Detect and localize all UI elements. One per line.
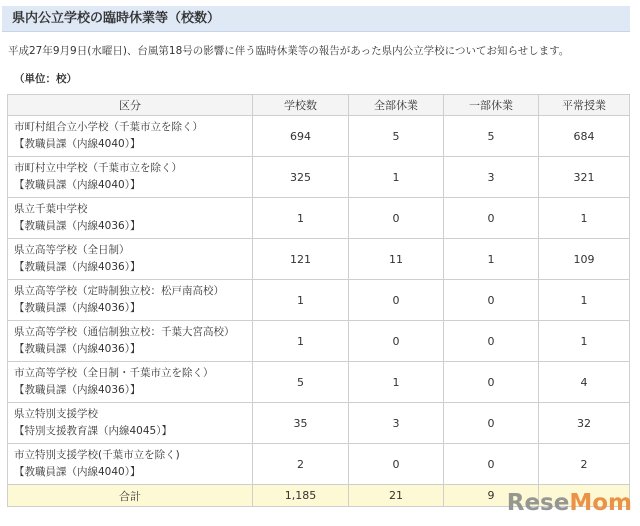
row-category xyxy=(8,239,253,280)
category-department: 【教職員課（内線4036）】 xyxy=(14,302,141,314)
cell-school-count: 1 xyxy=(253,280,349,321)
header-school-count: 学校数 xyxy=(253,95,349,116)
total-partial-closure: 9 xyxy=(444,485,539,507)
cell-full-closure: 0 xyxy=(349,280,444,321)
category-department: 【特別支援教育課（内線4045）】 xyxy=(14,425,172,437)
cell-school-count: 694 xyxy=(253,116,349,157)
cell-partial-closure: 0 xyxy=(444,321,539,362)
header-normal-classes: 平常授業 xyxy=(539,95,630,116)
table-row xyxy=(8,403,630,444)
cell-normal-classes: 1 xyxy=(539,198,630,239)
cell-partial-closure: 5 xyxy=(444,116,539,157)
cell-full-closure: 11 xyxy=(349,239,444,280)
cell-school-count: 121 xyxy=(253,239,349,280)
row-category xyxy=(8,321,253,362)
cell-normal-classes: 1 xyxy=(539,321,630,362)
table-row xyxy=(8,239,630,280)
header-category: 区分 xyxy=(8,95,253,116)
cell-full-closure: 0 xyxy=(349,444,444,485)
cell-full-closure: 5 xyxy=(349,116,444,157)
cell-normal-classes: 4 xyxy=(539,362,630,403)
row-category xyxy=(8,444,253,485)
category-name: 市町村組合立小学校（千葉市立を除く） xyxy=(14,121,203,133)
cell-full-closure: 1 xyxy=(349,157,444,198)
table-row xyxy=(8,321,630,362)
table-row xyxy=(8,198,630,239)
table-row xyxy=(8,280,630,321)
category-department: 【教職員課（内線4036）】 xyxy=(14,384,141,396)
category-name: 市町村立中学校（千葉市立を除く） xyxy=(14,162,182,174)
category-department: 【教職員課（内線4040）】 xyxy=(14,138,141,150)
row-category xyxy=(8,198,253,239)
logo-text-accent: Mom xyxy=(569,490,632,516)
category-name: 県立高等学校（定時制独立校：松戸南高校） xyxy=(14,285,224,297)
header-full-closure: 全部休業 xyxy=(349,95,444,116)
cell-school-count: 35 xyxy=(253,403,349,444)
logo-text-main: Rese xyxy=(506,490,570,516)
cell-full-closure: 0 xyxy=(349,321,444,362)
cell-school-count: 325 xyxy=(253,157,349,198)
table-row xyxy=(8,362,630,403)
category-department: 【教職員課（内線4036）】 xyxy=(14,261,141,273)
category-name: 市立特別支援学校(千葉市立を除く) xyxy=(14,449,180,461)
category-name: 市立高等学校（全日制・千葉市立を除く） xyxy=(14,367,214,379)
cell-partial-closure: 0 xyxy=(444,198,539,239)
category-department: 【教職員課（内線4040）】 xyxy=(14,466,141,478)
cell-school-count: 1 xyxy=(253,321,349,362)
resemom-logo xyxy=(507,490,632,516)
intro-text: 平成27年9月9日(水曜日)、台風第18号の影響に伴う臨時休業等の報告があった県内公立学校についてお知らせします。 xyxy=(8,45,570,57)
total-schools: 1,185 xyxy=(253,485,349,507)
cell-partial-closure: 3 xyxy=(444,157,539,198)
cell-normal-classes: 32 xyxy=(539,403,630,444)
cell-normal-classes: 2 xyxy=(539,444,630,485)
cell-normal-classes: 321 xyxy=(539,157,630,198)
total-label: 合計 xyxy=(8,485,253,507)
row-category xyxy=(8,157,253,198)
table-row xyxy=(8,157,630,198)
table-header-row xyxy=(8,95,630,116)
cell-school-count: 1 xyxy=(253,198,349,239)
category-name: 県立高等学校（全日制） xyxy=(14,244,130,256)
row-category xyxy=(8,362,253,403)
table-row xyxy=(8,116,630,157)
cell-school-count: 5 xyxy=(253,362,349,403)
cell-normal-classes: 109 xyxy=(539,239,630,280)
row-category xyxy=(8,116,253,157)
page-title: 県内公立学校の臨時休業等（校数） xyxy=(2,6,630,32)
cell-full-closure: 3 xyxy=(349,403,444,444)
unit-label: （単位：校） xyxy=(14,73,77,85)
cell-normal-classes: 1 xyxy=(539,280,630,321)
category-department: 【教職員課（内線4040）】 xyxy=(14,179,141,191)
closure-table xyxy=(7,94,630,507)
category-department: 【教職員課（内線4036）】 xyxy=(14,343,141,355)
cell-partial-closure: 0 xyxy=(444,444,539,485)
category-name: 県立千葉中学校 xyxy=(14,203,88,215)
category-name: 県立高等学校（通信制独立校：千葉大宮高校） xyxy=(14,326,235,338)
cell-partial-closure: 0 xyxy=(444,403,539,444)
total-full-closure: 21 xyxy=(349,485,444,507)
cell-full-closure: 1 xyxy=(349,362,444,403)
cell-full-closure: 0 xyxy=(349,198,444,239)
row-category xyxy=(8,403,253,444)
cell-partial-closure: 1 xyxy=(444,239,539,280)
cell-normal-classes: 684 xyxy=(539,116,630,157)
cell-partial-closure: 0 xyxy=(444,362,539,403)
table-row xyxy=(8,444,630,485)
header-partial-closure: 一部休業 xyxy=(444,95,539,116)
row-category xyxy=(8,280,253,321)
category-name: 県立特別支援学校 xyxy=(14,408,98,420)
category-department: 【教職員課（内線4036）】 xyxy=(14,220,141,232)
cell-school-count: 2 xyxy=(253,444,349,485)
cell-partial-closure: 0 xyxy=(444,280,539,321)
